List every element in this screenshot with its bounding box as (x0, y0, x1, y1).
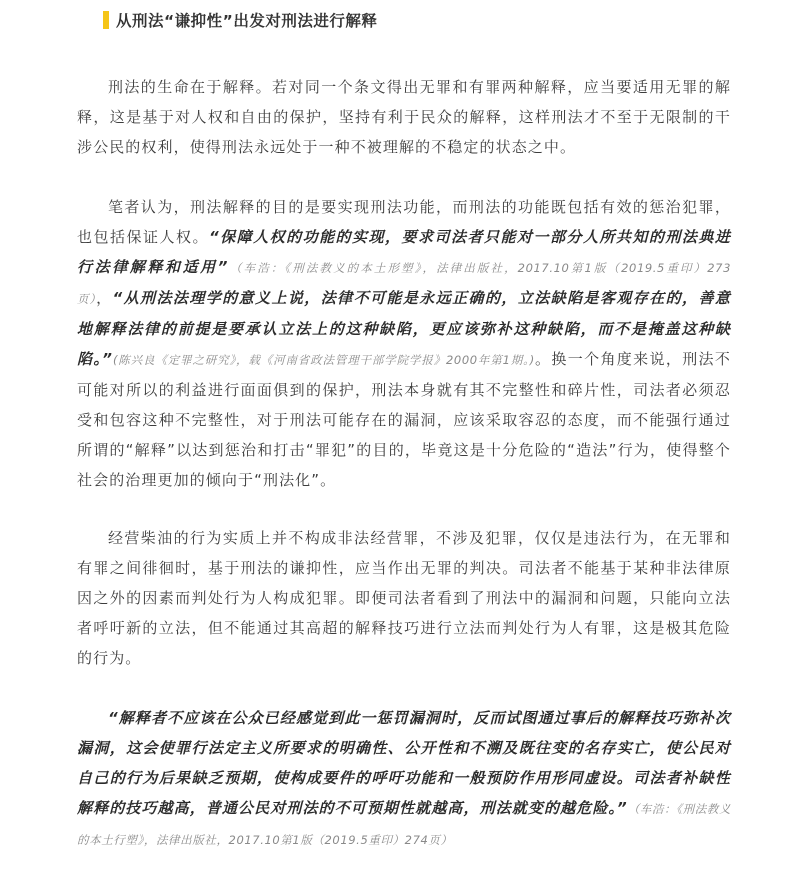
citation-3: （车浩：《刑法教义的本土行塑》，法律出版社，2017.10第1版（2019.5重印）274页） (77, 802, 731, 847)
section-heading-text: 从刑法“谦抑性”出发对刑法进行解释 (116, 12, 378, 30)
paragraph-1: 刑法的生命在于解释。若对同一个条文得出无罪和有罪两种解释，应当要适用无罪的解释，这是基于对人权和自由的保护，坚持有利于民众的解释，这样刑法才不至于无限制的干涉公民的权利，使得刑法永远处于一种不被理解的不稳定的状态之中。 (77, 78, 731, 156)
quote-1: “保障人权的功能的实现，要求司法者只能对一部分人所共知的刑法典进行法律解释和适用” (77, 228, 731, 276)
heading-accent-bar (103, 11, 109, 29)
section-heading (103, 8, 377, 32)
citation-1: （车浩：《刑法教义的本土形塑》，法律出版社，2017.10第1版（2019.5重印）273页） (77, 261, 732, 306)
quote-2: “从刑法法理学的意义上说，法律不可能是永远正确的，立法缺陷是客观存在的，善意地解释法律的前提是要承认立法上的这种缺陷，更应该弥补这种缺陷，而不是掩盖这种缺陷。” (77, 289, 732, 368)
paragraph-3: 经营柴油的行为实质上并不构成非法经营罪，不涉及犯罪，仅仅是违法行为，在无罪和有罪之间徘徊时，基于刑法的谦抑性，应当作出无罪的判决。司法者不能基于某种非法律原因之外的因素而判处行为人构成犯罪。即便司法者看到了刑法中的漏洞和问题，只能向立法者呼吁新的立法，但不能通过其高超的解释技巧进行立法而判处行为人有罪，这是极其危险的行为。 (77, 529, 731, 667)
paragraph-2 (77, 192, 731, 495)
quote-3: “解释者不应该在公众已经感觉到此一惩罚漏洞时，反而试图通过事后的解释技巧弥补次漏洞，这会使罪行法定主义所要求的明确性、公开性和不溯及既往变的名存实亡，使公民对自己的行为后果缺乏预期，使构成要件的呼吁功能和一般预防作用形同虚设。司法者补缺性解释的技巧越高，普通公民对刑法的不可预期性就越高，刑法就变的越危险。” (77, 709, 731, 817)
paragraph-2-intro: 笔者认为，刑法解释的目的是要实现刑法功能，而刑法的功能既包括有效的惩治犯罪，也包括保证人权。 (77, 198, 731, 246)
paragraph-2-separator: ， (96, 289, 113, 307)
paragraph-2-rest: 。换一个角度来说，刑法不可能对所以的利益进行面面俱到的保护，刑法本身就有其不完整性和碎片性，司法者必须忍受和包容这种不完整性，对于刑法可能存在的漏洞，应该采取容忍的态度，而不能强行通过所谓的“解释”以达到惩治和打击“罪犯”的目的，毕竟这是十分危险的“造法”行为，使得整个社会的治理更加的倾向于“刑法化”。 (77, 350, 732, 489)
citation-2: (陈兴良《定罪之研究》，载《河南省政法管理干部学院学报》2000年第1期。) (112, 353, 535, 367)
paragraph-4 (77, 703, 731, 855)
